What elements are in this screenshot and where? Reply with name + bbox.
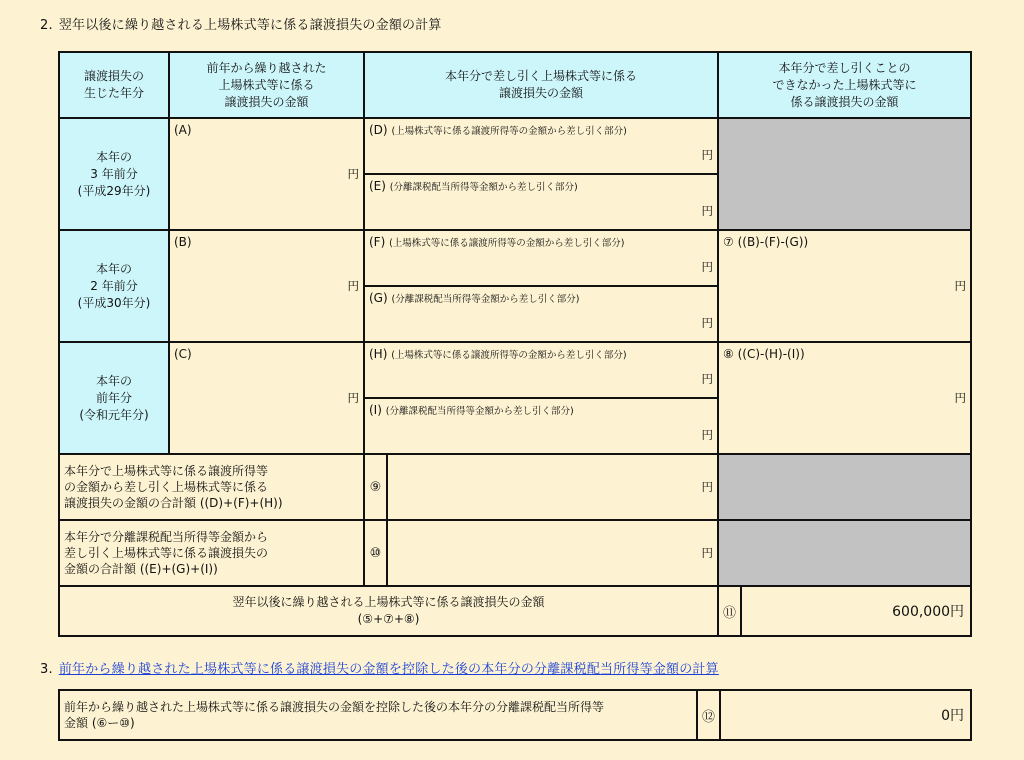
- sum-9-label-line1: 本年分で上場株式等に係る譲渡所得等: [64, 464, 269, 478]
- header-deducted-line2: 譲渡損失の金額: [499, 86, 584, 100]
- sum-10-disabled-cell: [718, 520, 971, 586]
- deducted-subcell-g[interactable]: [365, 287, 717, 341]
- yen-unit: 円: [701, 480, 714, 494]
- header-remaining-line2: できなかった上場株式等に: [772, 77, 917, 92]
- yen-unit: 円: [954, 391, 967, 405]
- table-row-sum-10: [59, 520, 971, 586]
- carried-cell-a[interactable]: [169, 118, 364, 230]
- deducted-subcell-i[interactable]: [365, 399, 717, 453]
- deducted-label: [369, 403, 574, 417]
- header-remaining: [718, 52, 971, 118]
- year-cell: [59, 230, 169, 342]
- deducted-subcell-e[interactable]: [365, 175, 717, 229]
- header-carried: [169, 52, 364, 118]
- total-11-label-line1: 翌年以後に繰り越される上場株式等に係る譲渡損失の金額: [232, 595, 545, 609]
- table-row-previous-year: [59, 342, 971, 454]
- deducted-label-note: (上場株式等に係る譲渡所得等の金額から差し引く部分): [391, 350, 627, 361]
- carried-cell-b[interactable]: [169, 230, 364, 342]
- deducted-label-code: (H): [369, 347, 388, 361]
- deducted-label: [369, 123, 627, 137]
- row-12-amount-cell: [720, 690, 971, 740]
- year-line2: 3 年前分: [90, 166, 138, 181]
- deducted-label-code: (E): [369, 179, 386, 193]
- header-carried-line3: 譲渡損失の金額: [224, 94, 309, 109]
- header-remaining-line3: 係る譲渡損失の金額: [790, 94, 899, 109]
- yen-unit: 円: [701, 148, 714, 162]
- deducted-label-code: (D): [369, 123, 388, 137]
- year-line3: (平成29年分): [77, 183, 151, 198]
- row-12-label-line2: 金額 (⑥ー⑩): [64, 716, 135, 730]
- table-row-2-years-prior: [59, 230, 971, 342]
- deducted-subcell-h[interactable]: [365, 343, 717, 399]
- deducted-label-note: (上場株式等に係る譲渡所得等の金額から差し引く部分): [391, 126, 627, 137]
- year-cell: [59, 118, 169, 230]
- deducted-label-note: (分離課税配当所得等金額から差し引く部分): [391, 294, 580, 305]
- deducted-subcell-d[interactable]: [365, 119, 717, 175]
- dividend-income-table: [58, 689, 972, 741]
- header-year-line1: 譲渡損失の: [83, 69, 144, 83]
- sum-10-label-line2: 差し引く上場株式等に係る譲渡損失の: [64, 546, 269, 560]
- circle-number-11: ⑪: [718, 586, 741, 636]
- sum-9-disabled-cell: [718, 454, 971, 520]
- deducted-subcell-f[interactable]: [365, 231, 717, 287]
- sum-10-label: [59, 520, 364, 586]
- total-11-label: [59, 586, 718, 636]
- carried-cell-c[interactable]: [169, 342, 364, 454]
- deducted-label-code: (I): [369, 403, 382, 417]
- yen-unit: 円: [954, 279, 967, 293]
- table-row-total-11: [59, 586, 971, 636]
- yen-unit: 円: [347, 391, 359, 405]
- deducted-label: [369, 347, 627, 361]
- sum-10-label-line1: 本年分で分離課税配当所得等金額から: [64, 530, 269, 544]
- remaining-label: ⑧ ((C)-(H)-(I)): [723, 347, 805, 361]
- year-line1: 本年の: [95, 373, 132, 388]
- header-year-line2: 生じた年分: [83, 86, 144, 100]
- deducted-label: [369, 235, 625, 249]
- table-row-12: [59, 690, 971, 740]
- deducted-label: [369, 291, 579, 305]
- section-2-title-text: 翌年以後に繰り越される上場株式等に係る譲渡損失の金額の計算: [58, 18, 442, 33]
- header-year: [59, 52, 169, 118]
- sum-9-label: [59, 454, 364, 520]
- deducted-label-note: (分離課税配当所得等金額から差し引く部分): [389, 182, 578, 193]
- loss-carryover-table: [58, 51, 972, 637]
- remaining-label: ⑦ ((B)-(F)-(G)): [723, 235, 809, 249]
- yen-unit: 円: [347, 167, 359, 181]
- yen-unit: 円: [701, 260, 714, 274]
- sum-9-label-line2: の金額から差し引く上場株式等に係る: [64, 480, 269, 494]
- yen-unit: 円: [701, 546, 714, 560]
- circle-number-10: ⑩: [364, 520, 387, 586]
- year-line3: (平成30年分): [77, 295, 151, 310]
- deducted-cell: [364, 118, 718, 230]
- carried-label: (C): [174, 347, 192, 361]
- circle-number-9: ⑨: [364, 454, 387, 520]
- header-deducted-line1: 本年分で差し引く上場株式等に係る: [445, 69, 638, 83]
- yen-unit: 円: [701, 372, 714, 386]
- yen-unit: 円: [701, 428, 714, 442]
- total-11-amount: 600,000円: [892, 604, 965, 620]
- section-3-number: 3.: [40, 662, 53, 677]
- year-line3: (令和元年分): [79, 407, 149, 422]
- year-line1: 本年の: [95, 261, 132, 276]
- deducted-label-note: (上場株式等に係る譲渡所得等の金額から差し引く部分): [389, 238, 625, 249]
- table-row-sum-9: [59, 454, 971, 520]
- yen-unit: 円: [701, 316, 714, 330]
- remaining-cell-7[interactable]: [718, 230, 971, 342]
- total-11-amount-cell: [741, 586, 971, 636]
- section-2-title: [40, 14, 442, 33]
- header-carried-line1: 前年から繰り越された: [206, 60, 327, 75]
- deducted-label-code: (G): [369, 291, 388, 305]
- deducted-label: [369, 179, 578, 193]
- carried-label: (B): [174, 235, 192, 249]
- section-3-title-link[interactable]: 前年から繰り越された上場株式等に係る譲渡損失の金額を控除した後の本年分の分離課税配当所得等金額の計算: [58, 662, 719, 677]
- header-remaining-line1: 本年分で差し引くことの: [778, 60, 911, 75]
- year-line2: 前年分: [95, 390, 132, 405]
- year-line2: 2 年前分: [90, 278, 138, 293]
- year-cell: [59, 342, 169, 454]
- yen-unit: 円: [701, 204, 714, 218]
- section-2-number: 2.: [40, 18, 53, 33]
- row-12-amount: 0円: [941, 708, 964, 724]
- sum-9-label-line3: 譲渡損失の金額の合計額 ((D)+(F)+(H)): [64, 496, 283, 510]
- deducted-cell: [364, 230, 718, 342]
- header-carried-line2: 上場株式等に係る: [218, 77, 315, 92]
- row-12-label-line1: 前年から繰り越された上場株式等に係る譲渡損失の金額を控除した後の本年分の分離課税配当所得等: [64, 700, 605, 714]
- remaining-cell-8[interactable]: [718, 342, 971, 454]
- sum-10-amount-cell[interactable]: [387, 520, 718, 586]
- row-12-label: [59, 690, 697, 740]
- year-line1: 本年の: [95, 149, 132, 164]
- remaining-cell-disabled: [718, 118, 971, 230]
- section-3-title: [40, 658, 719, 677]
- deducted-label-note: (分離課税配当所得等金額から差し引く部分): [385, 406, 574, 417]
- sum-9-amount-cell[interactable]: [387, 454, 718, 520]
- yen-unit: 円: [347, 279, 359, 293]
- table-row-3-years-prior: [59, 118, 971, 230]
- deducted-cell: [364, 342, 718, 454]
- sum-10-label-line3: 金額の合計額 ((E)+(G)+(I)): [64, 562, 218, 576]
- total-11-label-line2: (⑤+⑦+⑧): [357, 612, 420, 626]
- carried-label: (A): [174, 123, 192, 137]
- header-deducted: [364, 52, 718, 118]
- deducted-label-code: (F): [369, 235, 386, 249]
- circle-number-12: ⑫: [697, 690, 720, 740]
